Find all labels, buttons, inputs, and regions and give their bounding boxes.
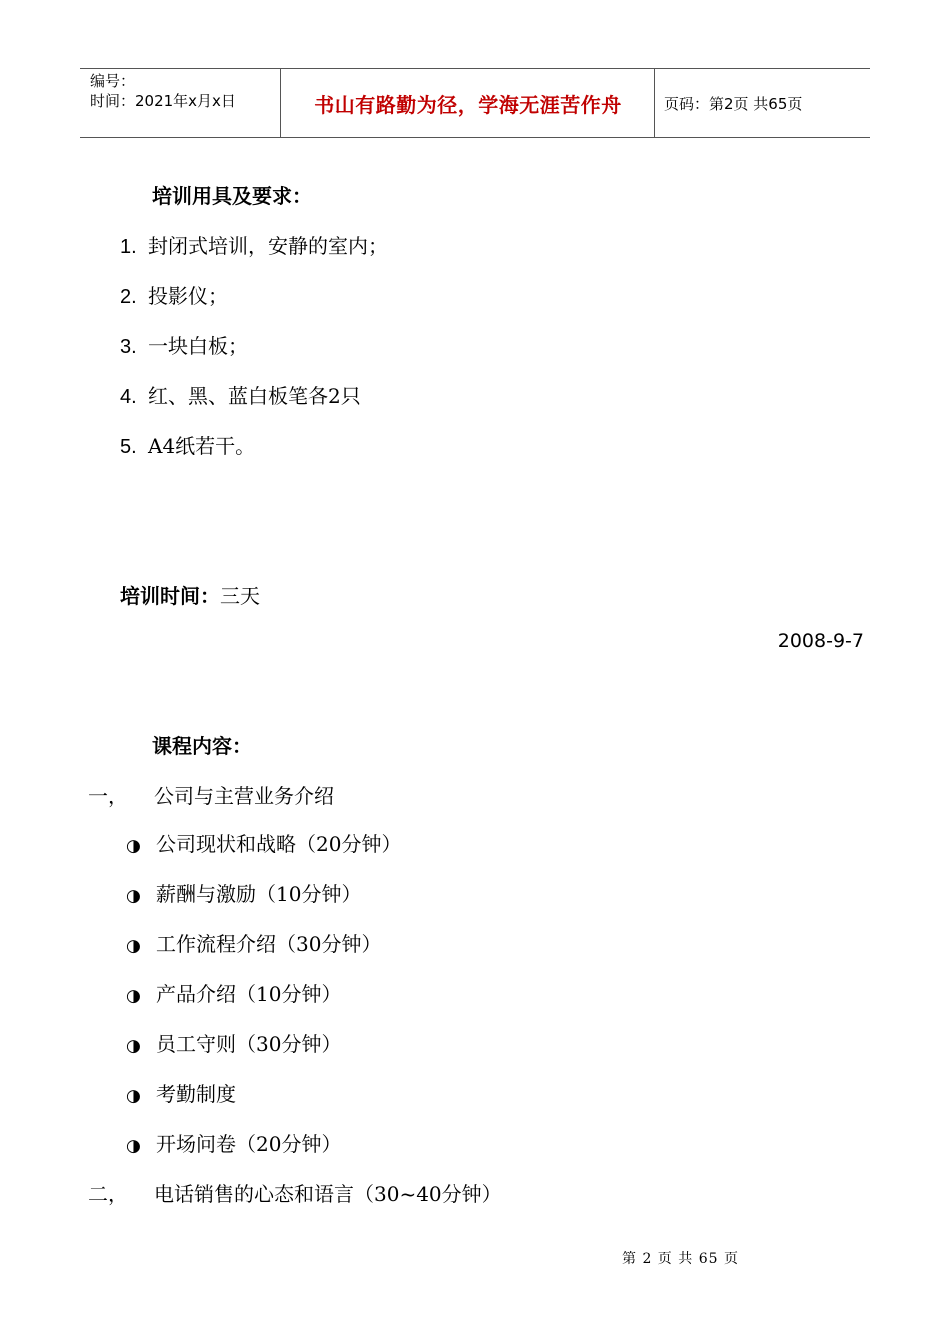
header-left-cell	[90, 71, 236, 111]
requirement-item	[120, 280, 228, 309]
requirement-item	[120, 380, 361, 409]
requirement-number: 4.	[120, 386, 137, 408]
bullet-text: 工作流程介绍（30分钟）	[156, 932, 382, 956]
bullet-text: 员工守则（30分钟）	[156, 1032, 342, 1056]
bullet-text: 薪酬与激励（10分钟）	[156, 882, 362, 906]
course-bullet-item	[126, 1128, 341, 1157]
course-bullet-item	[126, 978, 341, 1007]
requirement-number: 1.	[120, 236, 137, 258]
course-bullet-item	[126, 1078, 236, 1107]
header-serial-label: 编号：	[90, 72, 136, 90]
section-text: 电话销售的心态和语言（30~40分钟）	[154, 1182, 502, 1206]
header-motto: 书山有路勤为径，学海无涯苦作舟	[314, 92, 622, 117]
header-date: 时间：2021年x月x日	[90, 92, 236, 110]
half-circle-bullet-icon: ◑	[126, 1136, 141, 1156]
half-circle-bullet-icon: ◑	[126, 1086, 141, 1106]
course-section	[88, 1178, 502, 1207]
section-number: 二，	[88, 1182, 128, 1206]
bullet-text: 考勤制度	[156, 1082, 236, 1106]
course-title: 课程内容：	[152, 734, 252, 758]
training-time	[120, 580, 260, 609]
training-time-label: 培训时间：	[120, 584, 220, 608]
bullet-text: 产品介绍（10分钟）	[156, 982, 342, 1006]
requirement-item	[120, 230, 388, 259]
requirement-number: 5.	[120, 436, 137, 458]
requirement-item	[120, 430, 255, 459]
half-circle-bullet-icon: ◑	[126, 1036, 141, 1056]
header-divider-2	[654, 69, 655, 137]
half-circle-bullet-icon: ◑	[126, 986, 141, 1006]
course-section	[88, 780, 334, 809]
requirements-title: 培训用具及要求：	[152, 184, 312, 208]
course-bullet-item	[126, 1028, 341, 1057]
half-circle-bullet-icon: ◑	[126, 936, 141, 956]
course-bullet-item	[126, 828, 401, 857]
training-time-value: 三天	[220, 584, 260, 608]
requirement-text: 投影仪；	[148, 284, 228, 308]
requirement-text: 红、黑、蓝白板笔各2只	[148, 384, 361, 408]
requirement-text: A4纸若干。	[148, 434, 256, 458]
header-table	[80, 68, 870, 138]
course-bullet-item	[126, 928, 381, 957]
half-circle-bullet-icon: ◑	[126, 836, 141, 856]
requirement-text: 一块白板；	[148, 334, 248, 358]
half-circle-bullet-icon: ◑	[126, 886, 141, 906]
course-bullet-item	[126, 878, 361, 907]
header-page-info: 页码：第2页 共65页	[664, 94, 803, 113]
header-divider-1	[280, 69, 281, 137]
bullet-text: 公司现状和战略（20分钟）	[156, 832, 402, 856]
section-number: 一，	[88, 784, 128, 808]
bullet-text: 开场问卷（20分钟）	[156, 1132, 342, 1156]
requirement-number: 3.	[120, 336, 137, 358]
requirement-item	[120, 330, 248, 359]
requirement-number: 2.	[120, 286, 137, 308]
page-footer: 第 2 页 共 65 页	[622, 1251, 739, 1267]
requirement-text: 封闭式培训，安静的室内；	[148, 234, 388, 258]
section-text: 公司与主营业务介绍	[154, 784, 334, 808]
document-date: 2008-9-7	[777, 630, 864, 652]
